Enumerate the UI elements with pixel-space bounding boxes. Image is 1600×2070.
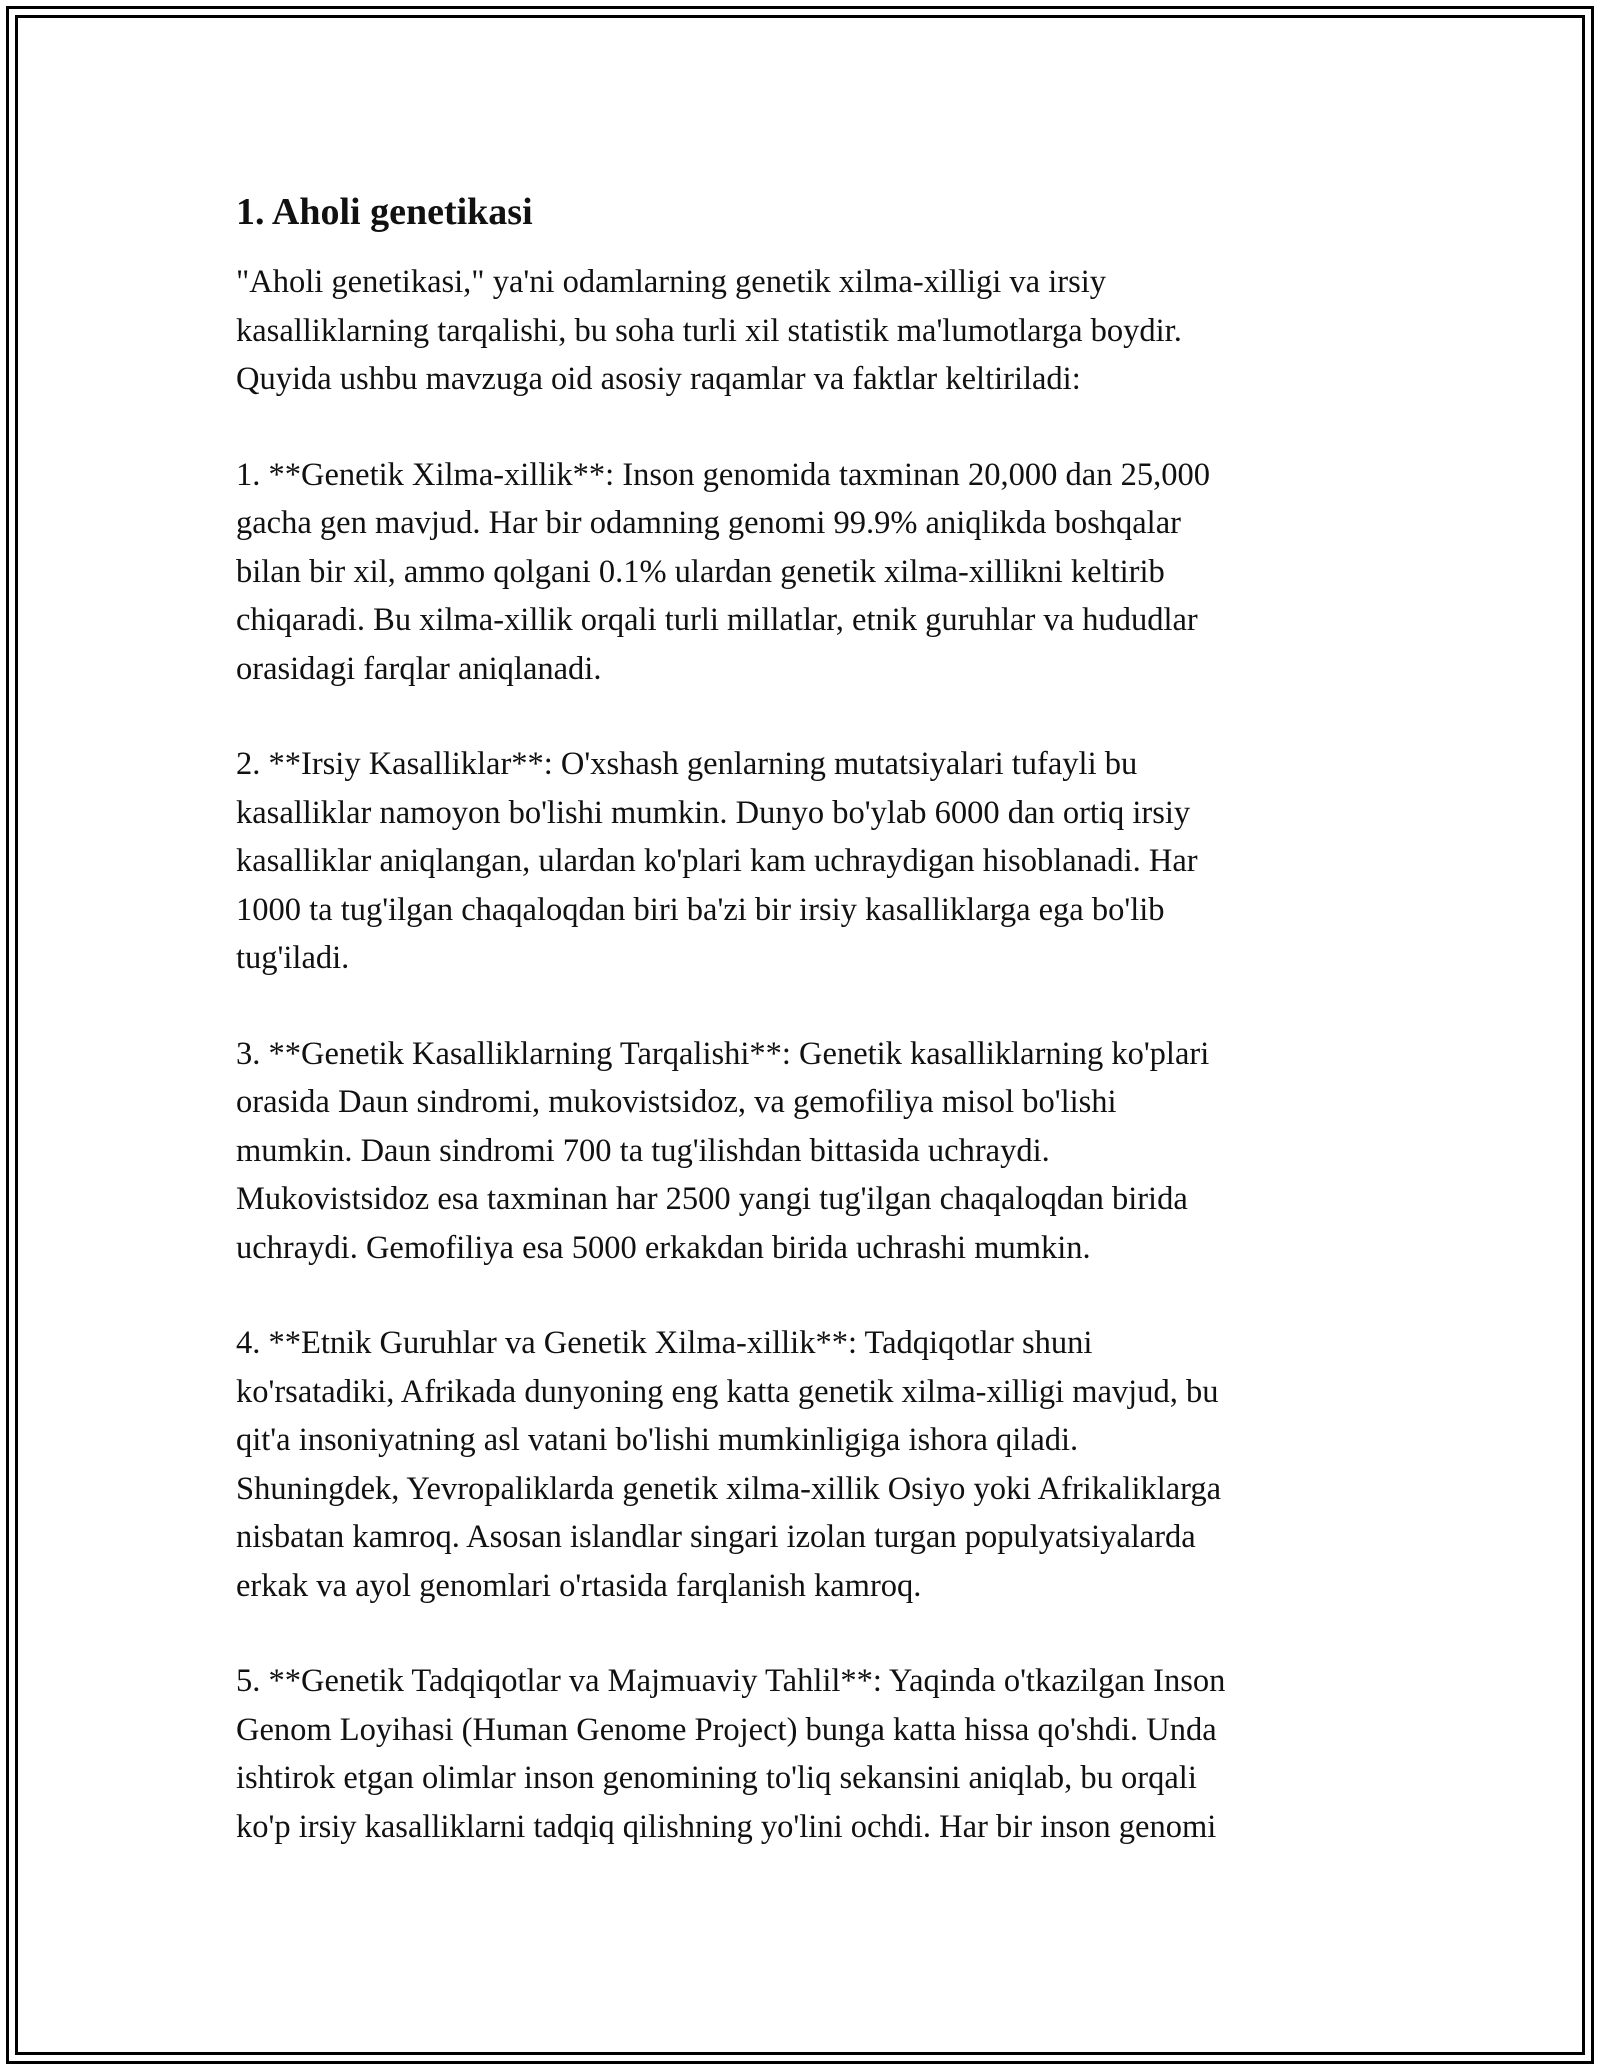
intro-paragraph [236,258,1366,404]
paragraph-line: 3. **Genetik Kasalliklarning Tarqalishi**: Genetik kasalliklarning ko'plari [236,1035,1210,1072]
paragraph-line: uchraydi. Gemofiliya esa 5000 erkakdan birida uchrashi mumkin. [236,1229,1091,1266]
list-item-genetic-diversity [236,451,1366,694]
paragraph-line: "Aholi genetikasi," ya'ni odamlarning genetik xilma-xilligi va irsiy [236,264,1106,300]
paragraph-line: nisbatan kamroq. Asosan islandlar singari izolan turgan populyatsiyalarda [236,1519,1196,1555]
paragraph-line: 1000 ta tug'ilgan chaqaloqdan biri ba'zi bir irsiy kasalliklarga ega bo'lib [236,891,1165,928]
list-item-genetic-research [236,1657,1366,1851]
section-heading: 1. Aholi genetikasi [236,191,533,233]
paragraph-line: Genom Loyihasi (Human Genome Project) bunga katta hissa qo'shdi. Unda [236,1711,1217,1748]
paragraph-line: tug'iladi. [236,940,350,976]
paragraph-line: erkak va ayol genomlari o'rtasida farqlanish kamroq. [236,1567,922,1604]
paragraph-line: gacha gen mavjud. Har bir odamning genomi 99.9% aniqlikda boshqalar [236,505,1181,541]
paragraph-line: ishtirok etgan olimlar inson genomining to'liq sekansini aniqlab, bu orqali [236,1760,1197,1796]
paragraph-line: 1. **Genetik Xilma-xillik**: Inson genomida taxminan 20,000 dan 25,000 [236,456,1210,493]
paragraph-line: 5. **Genetik Tadqiqotlar va Majmuaviy Tahlil**: Yaqinda o'tkazilgan Inson [236,1663,1226,1699]
paragraph-line: kasalliklar namoyon bo'lishi mumkin. Dunyo bo'ylab 6000 dan ortiq irsiy [236,794,1191,831]
list-item-hereditary-diseases [236,740,1366,983]
paragraph-line: orasidagi farqlar aniqlanadi. [236,650,602,687]
document-body [236,188,1366,1898]
paragraph-line: ko'p irsiy kasalliklarni tadqiq qilishning yo'lini ochdi. Har bir inson genomi [236,1808,1217,1845]
paragraph-line: orasida Daun sindromi, mukovistsidoz, va gemofiliya misol bo'lishi [236,1084,1117,1120]
paragraph-line: kasalliklarning tarqalishi, bu soha turli xil statistik ma'lumotlarga boydir. [236,312,1182,349]
paragraph-line: kasalliklar aniqlangan, ulardan ko'plari kam uchraydigan hisoblanadi. Har [236,843,1198,879]
paragraph-line: 4. **Etnik Guruhlar va Genetik Xilma-xillik**: Tadqiqotlar shuni [236,1325,1093,1361]
paragraph-line: Quyida ushbu mavzuga oid asosiy raqamlar va faktlar keltiriladi: [236,361,1081,397]
list-item-ethnic-groups [236,1319,1366,1610]
paragraph-line: qit'a insoniyatning asl vatani bo'lishi mumkinligiga ishora qiladi. [236,1422,1079,1458]
paragraph-line: 2. **Irsiy Kasalliklar**: O'xshash genlarning mutatsiyalari tufayli bu [236,746,1138,782]
paragraph-line: Shuningdek, Yevropaliklarda genetik xilma-xillik Osiyo yoki Afrikaliklarga [236,1470,1222,1507]
paragraph-line: Mukovistsidoz esa taxminan har 2500 yangi tug'ilgan chaqaloqdan birida [236,1181,1188,1217]
paragraph-line: bilan bir xil, ammo qolgani 0.1% ulardan genetik xilma-xillikni keltirib [236,553,1165,590]
paragraph-line: mumkin. Daun sindromi 700 ta tug'ilishdan bittasida uchraydi. [236,1132,1050,1169]
paragraph-line: ko'rsatadiki, Afrikada dunyoning eng katta genetik xilma-xilligi mavjud, bu [236,1373,1219,1410]
list-item-disease-prevalence [236,1030,1366,1273]
paragraph-line: chiqaradi. Bu xilma-xillik orqali turli millatlar, etnik guruhlar va hududlar [236,602,1198,638]
